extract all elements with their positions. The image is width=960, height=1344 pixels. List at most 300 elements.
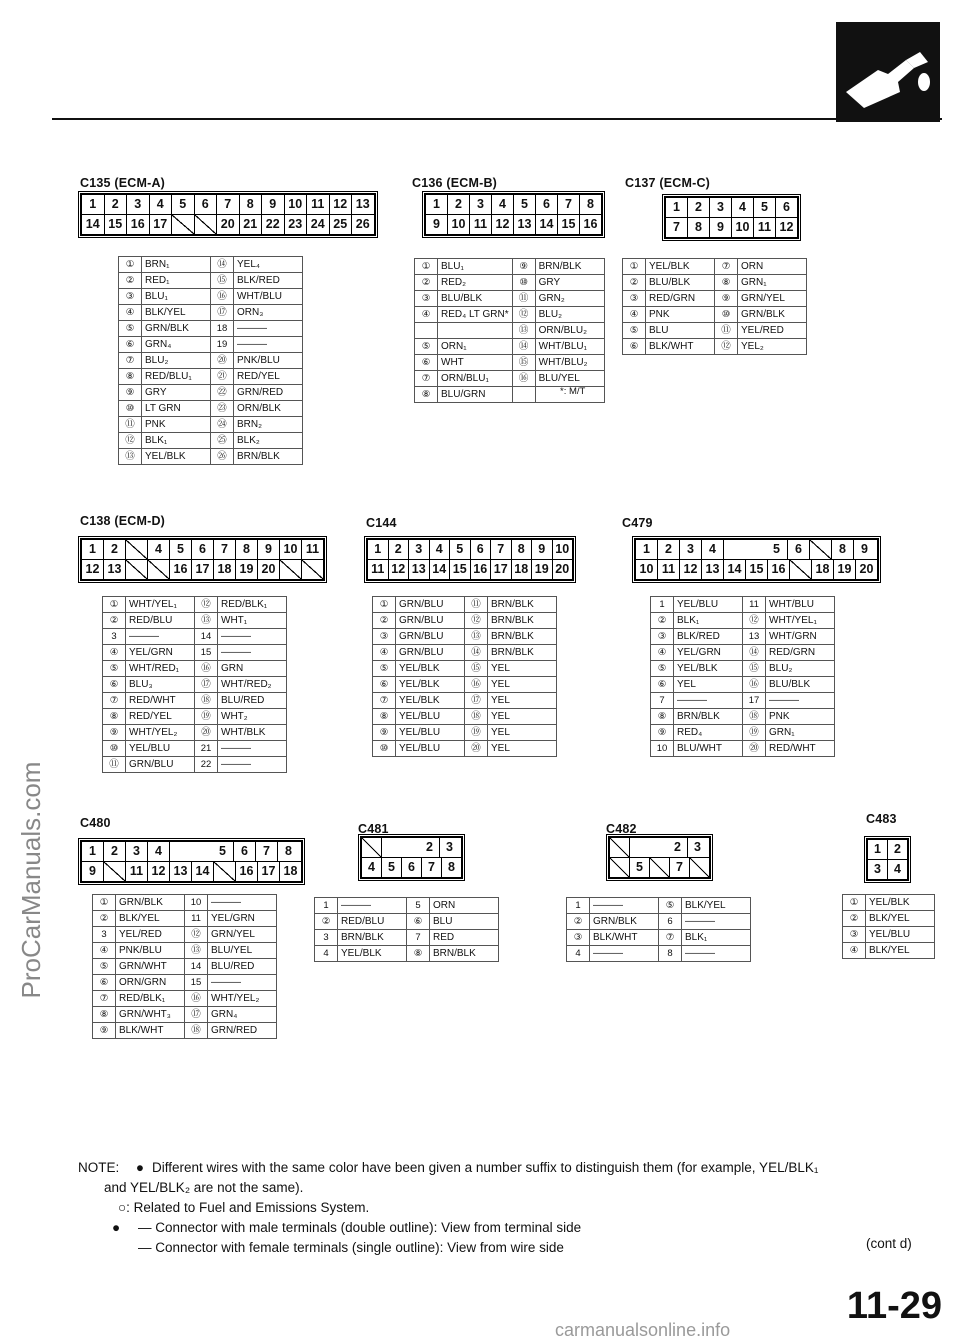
table-row xyxy=(843,895,935,911)
table-row xyxy=(415,339,605,355)
terminal-cell xyxy=(610,858,630,877)
wire-color: BLK₁ xyxy=(142,433,211,449)
page-number: 11-29 xyxy=(846,1285,942,1327)
pin-number: ⑭ xyxy=(512,339,535,355)
pin-number: ⑰ xyxy=(211,305,234,321)
pin-number: ⑤ xyxy=(651,661,674,677)
terminal-cell: 3 xyxy=(680,540,702,559)
wire-color: ——— xyxy=(682,946,751,962)
watermark: ProCarManuals.com xyxy=(16,761,46,999)
wire-color: RED/GRN xyxy=(766,645,835,661)
wire-color: ——— xyxy=(218,741,287,757)
table-row xyxy=(415,307,605,323)
wire-color: ORN/BLU₁ xyxy=(438,371,513,387)
terminal-cell: 1 xyxy=(868,840,888,859)
pin-number: ⑯ xyxy=(211,289,234,305)
wire-color: WHT₂ xyxy=(218,709,287,725)
wire-color: BLU xyxy=(430,914,499,930)
pin-number: ⑨ xyxy=(103,725,126,741)
table-row xyxy=(119,337,303,353)
c135-title: C135 (ECM-A) xyxy=(80,176,166,190)
note-line2: ○: Related to Fuel and Emissions System. xyxy=(118,1200,370,1215)
pin-number: ④ xyxy=(373,645,396,661)
c482-connector-face xyxy=(608,836,711,879)
wire-color: BLK/WHT xyxy=(590,930,659,946)
pin-number: ① xyxy=(623,259,646,275)
terminal-cell: 4 xyxy=(732,198,754,217)
table-row xyxy=(119,321,303,337)
terminal-cell: 13 xyxy=(409,560,430,579)
wire-color: ORN/BLK xyxy=(234,401,303,417)
table-row xyxy=(651,693,835,709)
table-row xyxy=(119,257,303,273)
pin-number: ⑥ xyxy=(373,677,396,693)
c479-title: C479 xyxy=(622,516,653,530)
pin-number: ③ xyxy=(623,291,646,307)
wire-color: PNK/BLU xyxy=(234,353,303,369)
terminal-cell: 8 xyxy=(587,197,594,211)
terminal-cell: 5 xyxy=(766,540,788,559)
wire-color: GRN/YEL xyxy=(208,927,277,943)
pin-number: ⑫ xyxy=(185,927,208,943)
terminal-cell: 2 xyxy=(105,195,128,214)
wire-color: GRN/BLK xyxy=(590,914,659,930)
wire-color: YEL/BLK xyxy=(396,693,465,709)
pin-number: ⑳ xyxy=(465,741,488,757)
bullet-icon: ● xyxy=(112,1220,121,1235)
wire-color: BLU/RED xyxy=(218,693,287,709)
pin-number: 1 xyxy=(567,898,590,914)
wire-color: BRN/BLK xyxy=(430,946,499,962)
wire-color: PNK xyxy=(142,417,211,433)
wire-color: GRN₁ xyxy=(738,275,807,291)
terminal-cell: 12 xyxy=(82,560,104,579)
terminal-cell: 16 xyxy=(768,560,790,579)
table-row xyxy=(103,597,287,613)
pin-number: ② xyxy=(843,911,866,927)
pin-number: ⑦ xyxy=(715,259,738,275)
pin-number: ① xyxy=(103,597,126,613)
c483-wire-table xyxy=(842,894,935,959)
pin-number: ⑱ xyxy=(743,709,766,725)
wire-color: BLU/GRN xyxy=(438,387,513,403)
pin-number: ② xyxy=(415,275,438,291)
pin-number: 19 xyxy=(211,337,234,353)
pin-number: ⑤ xyxy=(623,323,646,339)
table-row xyxy=(415,259,605,275)
table-row xyxy=(93,927,277,943)
terminal-cell xyxy=(302,560,323,579)
table-row xyxy=(315,930,499,946)
wire-color: BLK/WHT xyxy=(116,1023,185,1039)
terminal-cell: 8 xyxy=(285,844,292,858)
table-row xyxy=(103,629,287,645)
wire-color: BLK/YEL xyxy=(142,305,211,321)
table-row xyxy=(373,661,557,677)
wire-color: WHT/BLK xyxy=(218,725,287,741)
c138-title: C138 (ECM-D) xyxy=(80,514,166,528)
wire-color: YEL xyxy=(488,741,557,757)
terminal-cell: 2 xyxy=(389,540,410,559)
pin-number: 14 xyxy=(195,629,218,645)
wire-color: BLK/RED xyxy=(234,273,303,289)
wire-color: WHT/RED₂ xyxy=(218,677,287,693)
terminal-cell: 20 xyxy=(258,560,280,579)
table-row xyxy=(103,693,287,709)
terminal-cell: 15 xyxy=(450,560,471,579)
wire-color: WHT/RED₁ xyxy=(126,661,195,677)
wire-color: GRN/BLU xyxy=(396,613,465,629)
wire-color: YEL₄ xyxy=(234,257,303,273)
pin-number: 1 xyxy=(651,597,674,613)
pin-number: ㉖ xyxy=(211,449,234,465)
terminal-cell: 13 xyxy=(104,560,126,579)
header-rule xyxy=(52,118,942,120)
wire-color: RED/BLU xyxy=(338,914,407,930)
pin-number: ⑩ xyxy=(119,401,142,417)
table-row xyxy=(623,307,807,323)
wire-color: WHT/YEL₁ xyxy=(126,597,195,613)
terminal-cell: 10 xyxy=(448,215,470,234)
wire-color: PNK xyxy=(646,307,715,323)
wire-color: BRN/BLK xyxy=(488,645,557,661)
pin-number: ⑰ xyxy=(185,1007,208,1023)
pin-number: ⑦ xyxy=(119,353,142,369)
c137-wire-table xyxy=(622,258,807,355)
c144-connector-face xyxy=(366,538,574,581)
terminal-cell: 3 xyxy=(694,840,701,854)
terminal-cell xyxy=(649,838,668,857)
wire-color: RED/BLU xyxy=(126,613,195,629)
pin-number: ⑧ xyxy=(407,946,430,962)
terminal-cell: 11 xyxy=(307,195,330,214)
terminal-cell: 4 xyxy=(702,540,724,559)
terminal-cell: 4 xyxy=(362,858,382,877)
table-row xyxy=(103,677,287,693)
pin-number: 4 xyxy=(315,946,338,962)
table-row xyxy=(415,355,605,371)
terminal-cell: 1 xyxy=(636,540,658,559)
table-row xyxy=(415,291,605,307)
terminal-cell: 26 xyxy=(355,217,370,231)
terminal-cell: 14 xyxy=(724,560,746,579)
table-row xyxy=(623,323,807,339)
wire-color: WHT₁ xyxy=(218,613,287,629)
pin-number: 11 xyxy=(185,911,208,927)
pin-number: ⑩ xyxy=(103,741,126,757)
table-row xyxy=(373,597,557,613)
terminal-cell: 14 xyxy=(536,215,558,234)
pin-number: ⑩ xyxy=(715,307,738,323)
pin-number: ⑥ xyxy=(119,337,142,353)
wire-color: ORN₁ xyxy=(438,339,513,355)
wire-color: GRN/BLU xyxy=(396,645,465,661)
table-row xyxy=(373,645,557,661)
wire-color: RED₁ xyxy=(142,273,211,289)
terminal-cell xyxy=(280,560,302,579)
terminal-cell: 19 xyxy=(532,560,553,579)
terminal-cell xyxy=(745,540,766,559)
table-row xyxy=(651,645,835,661)
terminal-cell: 3 xyxy=(470,195,492,214)
pin-number: ③ xyxy=(415,291,438,307)
wire-color: BRN₂ xyxy=(234,417,303,433)
pin-number: ㉓ xyxy=(211,401,234,417)
terminal-cell: 1 xyxy=(368,540,389,559)
terminal-cell: 11 xyxy=(470,215,492,234)
table-row xyxy=(119,273,303,289)
table-row xyxy=(373,629,557,645)
pin-number: ⑦ xyxy=(103,693,126,709)
terminal-cell: 17 xyxy=(192,560,214,579)
wire-color: BRN/BLK xyxy=(338,930,407,946)
table-row xyxy=(651,629,835,645)
wire-color: ——— xyxy=(682,914,751,930)
pin-number: ① xyxy=(373,597,396,613)
pin-number: ⑳ xyxy=(211,353,234,369)
wire-color: BRN/BLK xyxy=(488,597,557,613)
pin-number: ① xyxy=(119,257,142,273)
table-row xyxy=(103,645,287,661)
pin-number: ⑤ xyxy=(119,321,142,337)
pin-number: ⑨ xyxy=(93,1023,116,1039)
terminal-cell: 5 xyxy=(754,198,776,217)
pin-number: ④ xyxy=(651,645,674,661)
pin-number: ⑯ xyxy=(185,991,208,1007)
table-row xyxy=(119,385,303,401)
terminal-cell: 1 xyxy=(666,198,688,217)
table-row xyxy=(119,369,303,385)
wire-color: RED/YEL xyxy=(126,709,195,725)
table-row xyxy=(623,291,807,307)
pin-number: ④ xyxy=(119,305,142,321)
terminal-cell: 2 xyxy=(894,842,901,856)
pin-number: ⑰ xyxy=(465,693,488,709)
wire-color: ——— xyxy=(674,693,743,709)
terminal-cell: 15 xyxy=(105,215,128,234)
wire-color: BLU₂ xyxy=(535,307,604,323)
pin-number: ④ xyxy=(415,307,438,323)
wire-color: ORN xyxy=(738,259,807,275)
wire-color: YEL/GRN xyxy=(674,645,743,661)
terminal-cell: 2 xyxy=(104,842,126,861)
table-row xyxy=(373,693,557,709)
wire-color: GRN xyxy=(218,661,287,677)
terminal-cell: 6 xyxy=(402,858,422,877)
terminal-cell: 12 xyxy=(779,220,794,234)
terminal-cell: 17 xyxy=(491,560,512,579)
table-row xyxy=(373,613,557,629)
wire-color: YEL/BLU xyxy=(396,709,465,725)
table-row xyxy=(373,725,557,741)
pin-number: 6 xyxy=(659,914,682,930)
wire-color: YEL/BLU xyxy=(126,741,195,757)
terminal-cell: 10 xyxy=(280,540,302,559)
pin-number: ⑧ xyxy=(119,369,142,385)
table-row xyxy=(623,259,807,275)
terminal-cell: 5 xyxy=(630,858,650,877)
terminal-cell: 25 xyxy=(330,215,353,234)
wire-color: GRN₄ xyxy=(142,337,211,353)
wire-color xyxy=(438,323,513,339)
pin-number: 8 xyxy=(659,946,682,962)
terminal-cell: 15 xyxy=(558,215,580,234)
table-row xyxy=(93,895,277,911)
wire-color: ——— xyxy=(234,321,303,337)
pin-number: ㉔ xyxy=(211,417,234,433)
wire-color: YEL xyxy=(674,677,743,693)
wire-color: YEL/RED xyxy=(116,927,185,943)
wire-color: BRN/BLK xyxy=(535,259,604,275)
wire-color: BRN/BLK xyxy=(674,709,743,725)
terminal-cell: 13 xyxy=(170,862,192,881)
terminal-cell: 7 xyxy=(491,540,512,559)
wire-color: ——— xyxy=(338,898,407,914)
terminal-cell xyxy=(148,560,170,579)
terminal-cell: 22 xyxy=(262,215,285,234)
c479-connector-face xyxy=(634,538,879,581)
pin-number: ⑦ xyxy=(373,693,396,709)
wire-color: BLK/YEL xyxy=(866,911,935,927)
table-row xyxy=(315,946,499,962)
pin-number: ⑭ xyxy=(211,257,234,273)
wire-color: RED/WHT xyxy=(126,693,195,709)
terminal-cell: 2 xyxy=(420,838,440,857)
pin-number: ④ xyxy=(103,645,126,661)
pin-number: ㉑ xyxy=(211,369,234,385)
wire-color: LT GRN xyxy=(142,401,211,417)
terminal-cell: 24 xyxy=(307,215,330,234)
terminal-cell: 18 xyxy=(812,560,834,579)
wire-color: YEL xyxy=(488,725,557,741)
pin-number: ⑲ xyxy=(465,725,488,741)
pin-number: ⑪ xyxy=(512,291,535,307)
table-row xyxy=(567,898,751,914)
wire-color: BLU/BLK xyxy=(646,275,715,291)
wire-color: GRN/BLK xyxy=(142,321,211,337)
wire-color: GRN/BLK xyxy=(116,895,185,911)
terminal-cell: 14 xyxy=(82,215,105,234)
wire-color: WHT/YEL₂ xyxy=(126,725,195,741)
c144-wire-table xyxy=(372,596,557,757)
pin-number: ⑦ xyxy=(93,991,116,1007)
pin-number: 1 xyxy=(315,898,338,914)
pin-number: ⑨ xyxy=(651,725,674,741)
terminal-cell: 9 xyxy=(258,540,280,559)
pin-number: 15 xyxy=(185,975,208,991)
wire-color: BLU/YEL xyxy=(535,371,604,387)
terminal-cell: 10 xyxy=(555,542,570,556)
table-row xyxy=(103,757,287,773)
pin-number: ⑫ xyxy=(715,339,738,355)
pin-number: ⑲ xyxy=(743,725,766,741)
terminal-cell: 16 xyxy=(583,217,598,231)
pin-number: ② xyxy=(103,613,126,629)
pin-number: ㉕ xyxy=(211,433,234,449)
wire-color: YEL/BLK xyxy=(674,661,743,677)
terminal-cell xyxy=(724,540,745,559)
pin-number: ⑧ xyxy=(103,709,126,725)
wire-color: PNK xyxy=(766,709,835,725)
terminal-cell: 13 xyxy=(355,197,370,211)
terminal-cell: 9 xyxy=(861,542,868,556)
terminal-cell: 9 xyxy=(532,540,553,559)
terminal-cell: 1 xyxy=(82,842,104,861)
table-row xyxy=(651,725,835,741)
note-line1: Different wires with the same color have been given a number suffix to distinguish them (for example, YEL/BLK₁ xyxy=(152,1160,819,1175)
c482-title: C482 xyxy=(606,822,637,836)
wire-color: BLU/RED xyxy=(208,959,277,975)
terminal-cell: 19 xyxy=(834,560,856,579)
table-row xyxy=(103,613,287,629)
terminal-cell: 3 xyxy=(409,540,430,559)
table-row xyxy=(93,991,277,1007)
wire-color: ORN/GRN xyxy=(116,975,185,991)
table-row xyxy=(567,914,751,930)
wire-color: RED/BLU₁ xyxy=(142,369,211,385)
pin-number: ⑳ xyxy=(743,741,766,757)
wire-color: BLK/RED xyxy=(674,629,743,645)
c136-wire-table xyxy=(414,258,605,403)
wire-color: BLU/BLK xyxy=(438,291,513,307)
table-row xyxy=(843,911,935,927)
pin-number: 22 xyxy=(195,757,218,773)
note-line1b: and YEL/BLK₂ are not the same). xyxy=(104,1180,304,1195)
wire-color: WHT/BLU₂ xyxy=(535,355,604,371)
table-row xyxy=(567,946,751,962)
terminal-cell: 6 xyxy=(471,540,492,559)
pin-number: ④ xyxy=(93,943,116,959)
terminal-cell: 4 xyxy=(894,862,901,876)
pin-number: ⑬ xyxy=(185,943,208,959)
table-row xyxy=(93,943,277,959)
wire-color: GRN/WHT₃ xyxy=(116,1007,185,1023)
terminal-cell: 14 xyxy=(430,560,451,579)
terminal-cell: 8 xyxy=(512,540,533,559)
pin-number: ⑲ xyxy=(195,709,218,725)
pin-number: 3 xyxy=(315,930,338,946)
wire-color: BLK/YEL xyxy=(682,898,751,914)
pin-number: ⑯ xyxy=(743,677,766,693)
pin-number: 3 xyxy=(93,927,116,943)
terminal-cell: 1 xyxy=(82,195,105,214)
terminal-cell xyxy=(172,215,195,234)
pin-number: 14 xyxy=(185,959,208,975)
pin-number: ⑧ xyxy=(93,1007,116,1023)
table-row xyxy=(103,741,287,757)
terminal-cell: 11 xyxy=(126,862,148,881)
terminal-cell: 5 xyxy=(514,195,536,214)
terminal-cell: 10 xyxy=(285,195,308,214)
wire-color: YEL xyxy=(488,677,557,693)
wire-color: GRN/RED xyxy=(208,1023,277,1039)
pin-number: ⑨ xyxy=(373,725,396,741)
terminal-cell xyxy=(195,215,218,234)
table-row xyxy=(93,911,277,927)
c483-title: C483 xyxy=(866,812,897,826)
terminal-cell: 7 xyxy=(422,858,442,877)
table-row xyxy=(119,449,303,465)
terminal-cell: 2 xyxy=(658,540,680,559)
wire-color: ——— xyxy=(208,975,277,991)
terminal-cell: 18 xyxy=(512,560,533,579)
terminal-cell: 5 xyxy=(212,842,234,861)
pin-number: ① xyxy=(415,259,438,275)
pin-number: ⑬ xyxy=(465,629,488,645)
wire-color: BLU/BLK xyxy=(766,677,835,693)
terminal-cell: 16 xyxy=(236,862,258,881)
wire-color: GRN/BLU xyxy=(396,597,465,613)
